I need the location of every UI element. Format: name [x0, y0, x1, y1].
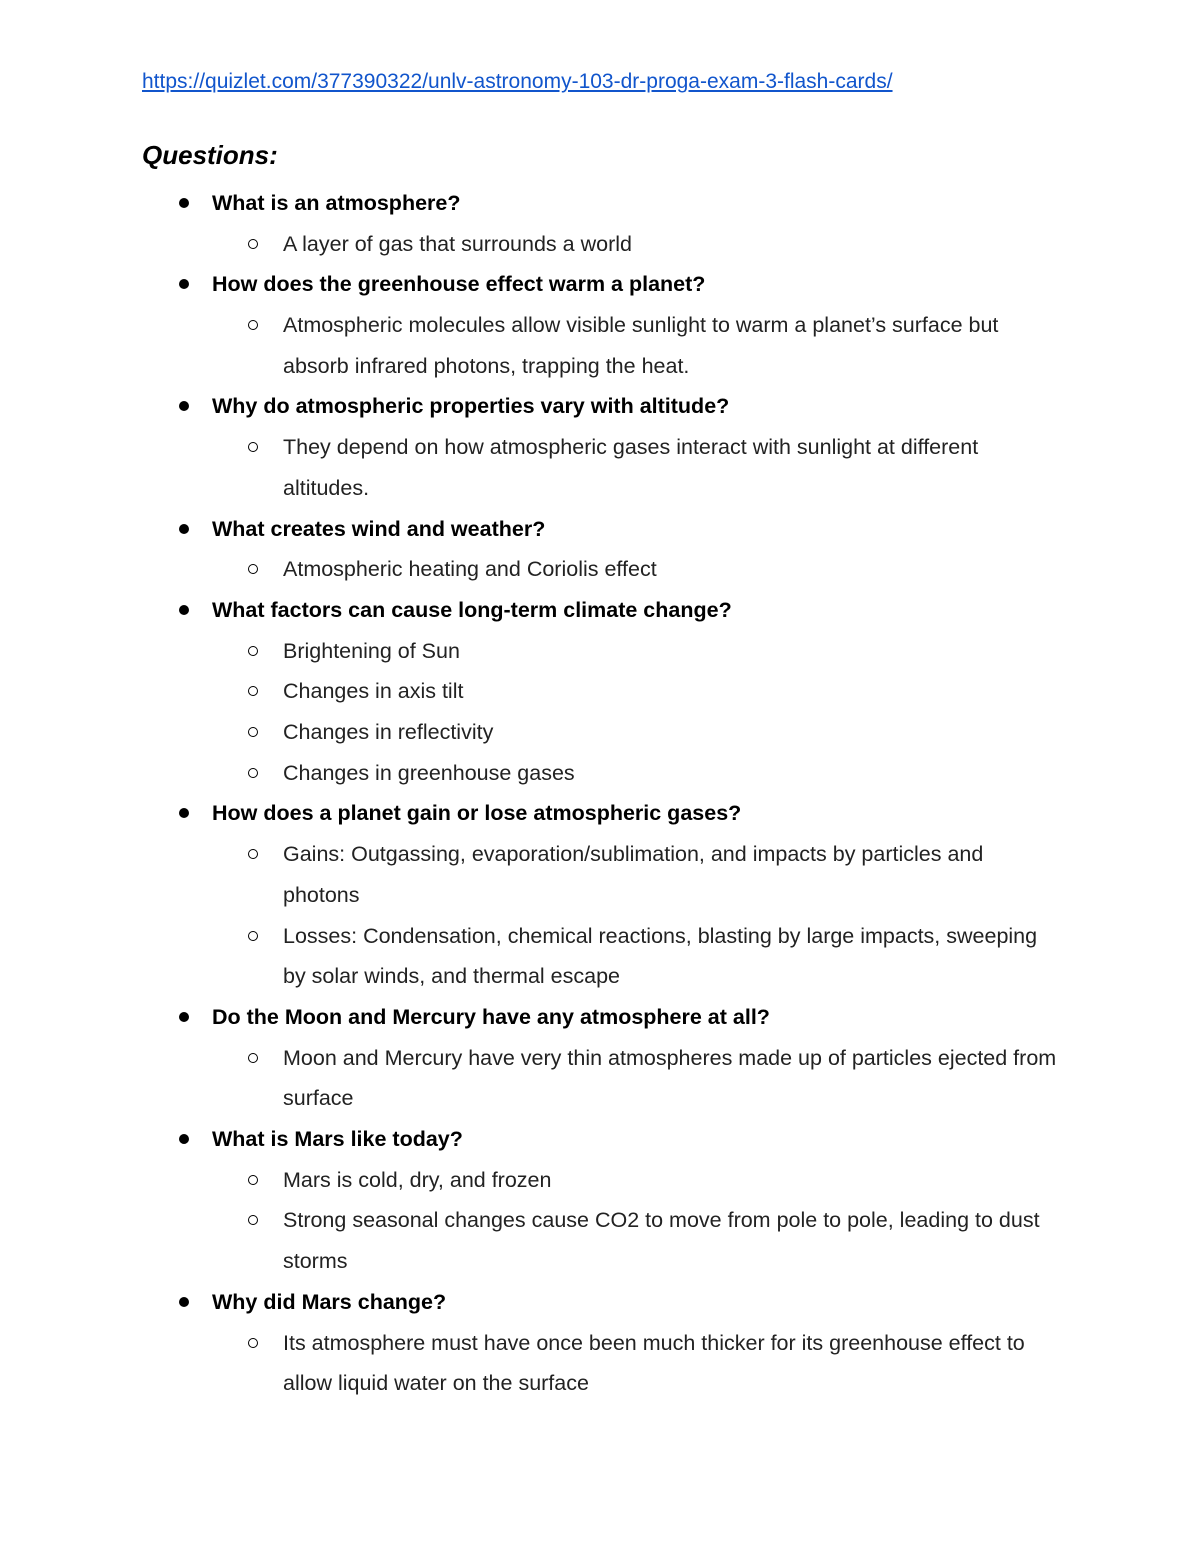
answer-item [0, 1323, 1200, 1404]
answer-item [0, 916, 1200, 997]
hollow-bullet-icon [248, 646, 258, 656]
question-item [0, 389, 1200, 508]
answer-list [0, 224, 1200, 265]
answer-text: Atmospheric molecules allow visible sunlight to warm a planet’s surface but absorb infrared photons, trapping the heat. [283, 313, 999, 378]
answer-text: Mars is cold, dry, and frozen [283, 1167, 552, 1192]
answer-text: Atmospheric heating and Coriolis effect [283, 557, 657, 582]
hollow-bullet-icon [248, 931, 258, 941]
answer-text: Strong seasonal changes cause CO2 to move from pole to pole, leading to dust storms [283, 1208, 1040, 1274]
question-item [0, 1000, 1200, 1119]
hollow-bullet-icon [248, 849, 258, 859]
answer-item [0, 834, 1200, 915]
hollow-bullet-icon [248, 768, 258, 778]
question-text: What creates wind and weather? [212, 516, 546, 541]
hollow-bullet-icon [248, 320, 258, 330]
answer-text: Its atmosphere must have once been much thicker for its greenhouse effect to allow liquid water on the surface [283, 1330, 1025, 1396]
answer-list [0, 1160, 1200, 1282]
answer-text: They depend on how atmospheric gases interact with sunlight at different altitudes. [283, 435, 979, 500]
answer-item [0, 549, 1200, 590]
answer-item [0, 671, 1200, 712]
hollow-bullet-icon [248, 1338, 258, 1348]
answer-list [0, 549, 1200, 590]
answer-list [0, 305, 1200, 386]
answer-text: Brightening of Sun [283, 638, 460, 663]
question-item [0, 186, 1200, 264]
question-item [0, 593, 1200, 794]
hollow-bullet-icon [248, 686, 258, 696]
question-text: How does a planet gain or lose atmospheric gases? [212, 801, 742, 826]
question-item [0, 512, 1200, 590]
question-text: What factors can cause long-term climate change? [212, 597, 732, 622]
question-text: How does the greenhouse effect warm a planet? [212, 272, 706, 297]
answer-text: Moon and Mercury have very thin atmospheres made up of particles ejected from surface [283, 1045, 1057, 1111]
answer-list [0, 834, 1200, 997]
hollow-bullet-icon [248, 1215, 258, 1225]
question-item [0, 267, 1200, 386]
question-item [0, 1122, 1200, 1282]
hollow-bullet-icon [248, 1053, 258, 1063]
answer-item [0, 224, 1200, 265]
quizlet-link[interactable]: https://quizlet.com/377390322/unlv-astronomy-103-dr-proga-exam-3-flash-cards/ [142, 70, 893, 93]
answer-text: Changes in greenhouse gases [283, 760, 575, 785]
answer-item [0, 427, 1200, 508]
questions-heading: Questions: [142, 140, 278, 170]
answer-text: Changes in reflectivity [283, 720, 494, 745]
question-item [0, 1285, 1200, 1404]
answer-item [0, 1200, 1200, 1281]
question-text: What is an atmosphere? [212, 191, 461, 215]
hollow-bullet-icon [248, 1175, 258, 1185]
hollow-bullet-icon [248, 239, 258, 249]
answer-text: Changes in axis tilt [283, 679, 464, 704]
question-text: Why do atmospheric properties vary with altitude? [212, 394, 730, 419]
answer-item [0, 631, 1200, 672]
answer-item [0, 712, 1200, 753]
answer-text: A layer of gas that surrounds a world [283, 231, 632, 256]
answer-item [0, 1160, 1200, 1201]
answer-list [0, 631, 1200, 794]
question-text: Do the Moon and Mercury have any atmosphere at all? [212, 1004, 770, 1029]
answer-text: Gains: Outgassing, evaporation/sublimation, and impacts by particles and photons [283, 842, 984, 907]
answer-list [0, 427, 1200, 508]
answer-list [0, 1038, 1200, 1119]
question-text: What is Mars like today? [212, 1127, 463, 1152]
question-list [0, 186, 1200, 1407]
answer-item [0, 305, 1200, 386]
hollow-bullet-icon [248, 564, 258, 574]
answer-text: Losses: Condensation, chemical reactions, blasting by large impacts, sweeping by solar winds, and thermal escape [283, 923, 1038, 989]
answer-item [0, 1038, 1200, 1119]
hollow-bullet-icon [248, 727, 258, 737]
question-item [0, 796, 1200, 997]
answer-list [0, 1323, 1200, 1404]
hollow-bullet-icon [248, 442, 258, 452]
answer-item [0, 753, 1200, 794]
question-text: Why did Mars change? [212, 1289, 447, 1314]
